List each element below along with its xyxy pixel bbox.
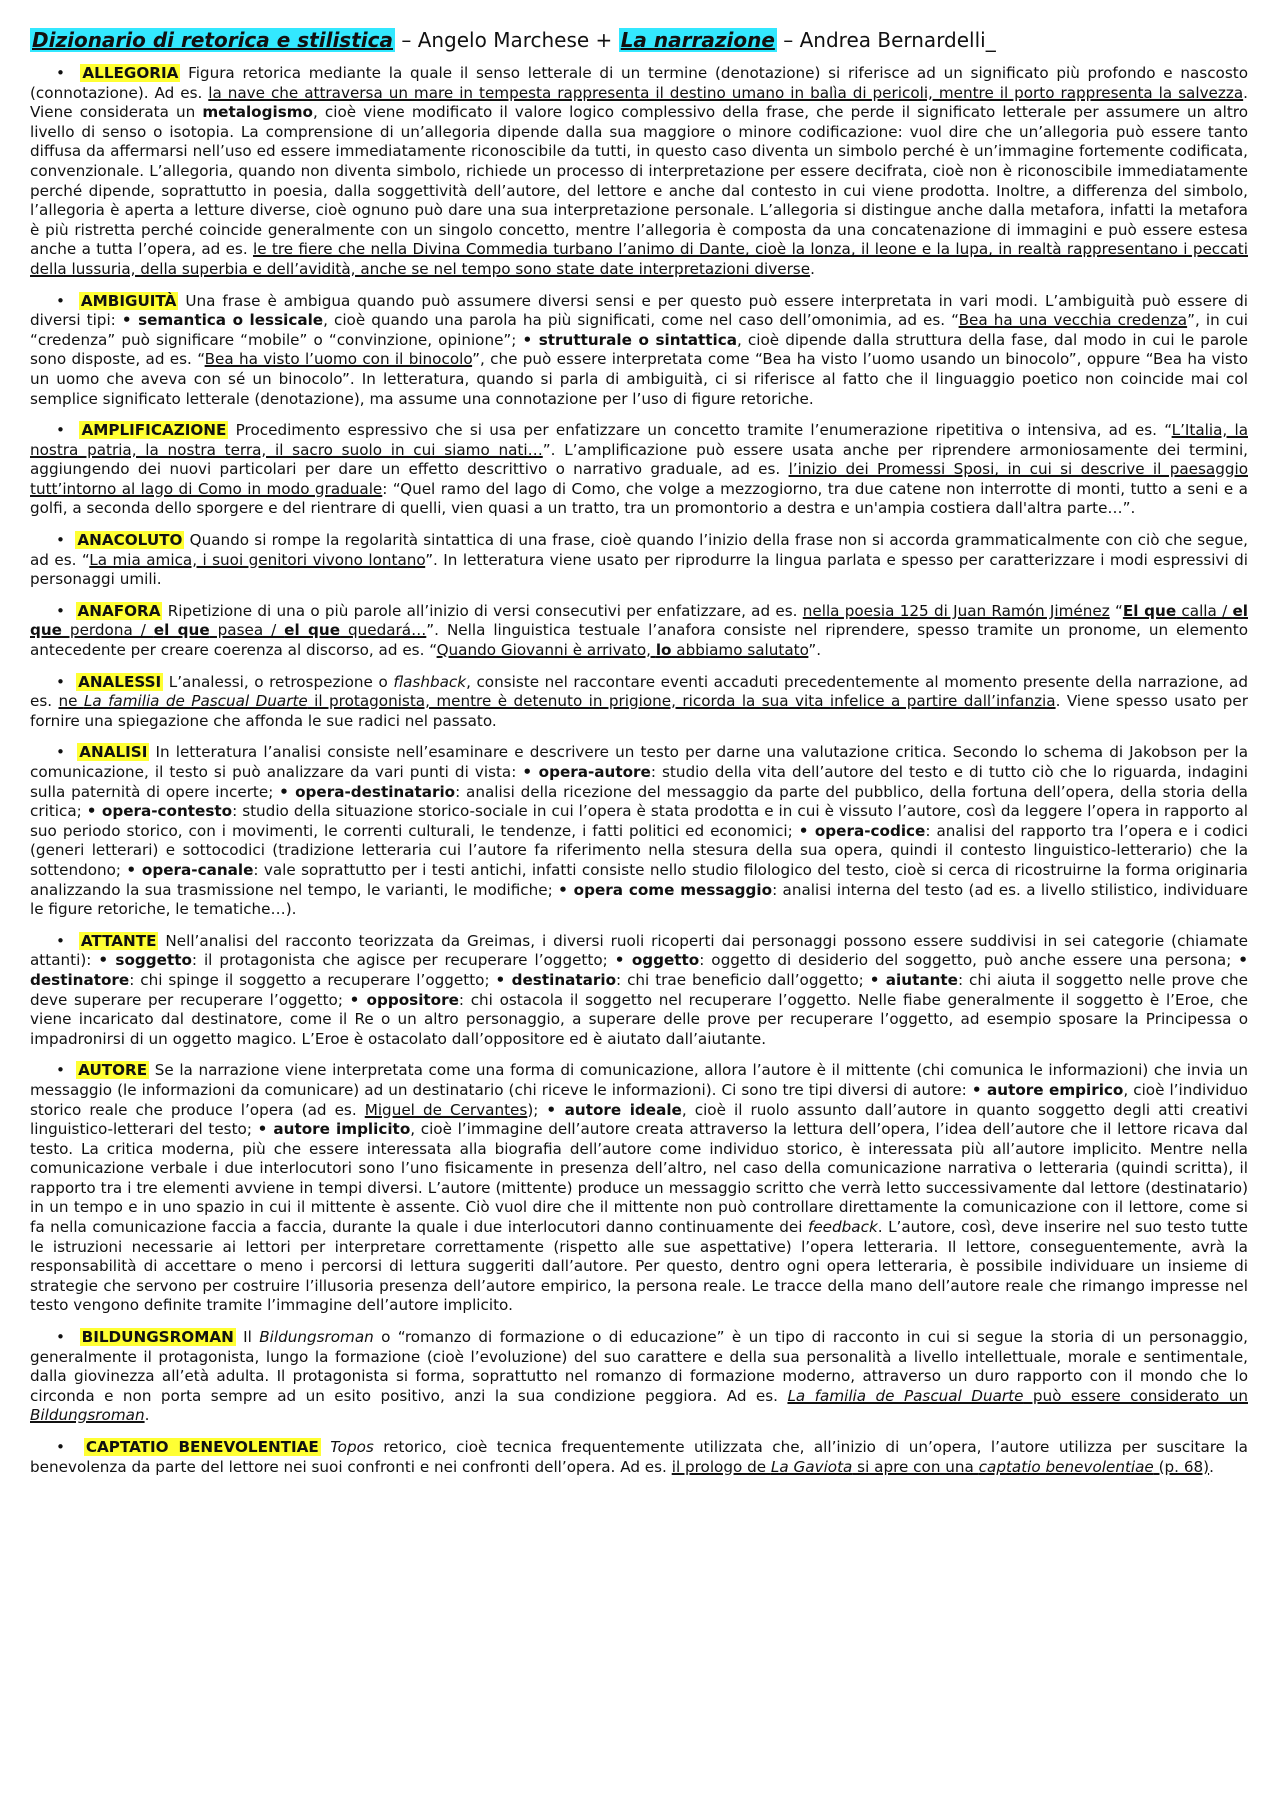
entry-text: : analisi del rapporto tra l’opera e i codici (generi letterari) e sottocodici (tradizione letteraria cui l’autore fa riferimento nella stesura della sua opera, quindi il contesto linguistico-letterario) che la sottendono; bbox=[30, 821, 1248, 879]
entry-text: In letteratura l’analisi consiste nell’esaminare e descrivere un testo per darne una valutazione critica. Secondo lo schema di Jakobson per la comunicazione, il testo si può analizzare da vari punti di vista: bbox=[30, 743, 1248, 781]
keyword: El que bbox=[1122, 601, 1177, 620]
term-analisi: ANALISI bbox=[79, 743, 148, 762]
entry-bildungsroman: • BILDUNGSROMAN Il Bildungsroman o “romanzo di formazione o di educazione” è un tipo di racconto in cui si segue la storia di un personaggio, generalmente il protagonista, lungo la formazione (cioè l’evoluzione) del suo carattere e della sua personalità a livello intellettuale, morale e sentimentale, dalla giovinezza all’età adulta. Il protagonista si forma, soprattutto nel romanzo di formazione moderno, attraverso un duro rapporto con il mondo che lo circonda e non porta sempre ad un esito positivo, anzi la sua condizione peggiora. Ad es. La familia de Pascual Duarte può essere considerato un Bildungsroman. bbox=[30, 1328, 1248, 1425]
keyword: • opera-contesto bbox=[86, 802, 233, 821]
keyword: • autore implicito bbox=[257, 1120, 411, 1139]
keyword: • autore empirico bbox=[971, 1080, 1124, 1099]
entry-text: : vale soprattutto per i testi antichi, infatti consiste nello studio filologico del testo, cioè si cerca di ricostruirne la forma originaria analizzando la sua trasmissione nel tempo, le varianti, le modifiche; bbox=[30, 860, 1248, 899]
example-text: il protagonista, mentre è detenuto in prigione, ricorda la sua vita infelice a partire dall’infanzia bbox=[307, 692, 1056, 711]
keyword: captatio benevolentiae bbox=[978, 1457, 1154, 1476]
keyword: metalogismo bbox=[202, 103, 313, 122]
entry-text: : il protagonista che agisce per recuperare l’oggetto; bbox=[191, 951, 615, 970]
example-text: l’inizio dei Promessi Sposi, in cui si descrive il paesaggio tutt’intorno al lago di Como in modo graduale bbox=[30, 460, 1248, 498]
example-text: ne bbox=[58, 692, 84, 711]
entry-amplificazione: • AMPLIFICAZIONE Procedimento espressivo che si usa per enfatizzare un concetto tramite l’enumerazione ripetitiva o intensiva, ad es. “L’Italia, la nostra patria, la nostra terra, il sacro suolo in cui siamo nati…”. L’amplificazione può essere usata anche per riprendere armoniosamente dei termini, aggiungendo dei nuovi particolari per dare un effetto descrittivo o narrativo graduale, ad es. l’inizio dei Promessi Sposi, in cui si descrive il paesaggio tutt’intorno al lago di Como in modo graduale: “Quel ramo del lago di Como, che volge a mezzogiorno, tra due catene non interrotte di monti, tutto a seni e a golfi, a seconda dello sporgere e del rientrare di quelli, vien quasi a un tratto, tra un promontorio a destra e un'ampia costiera dall'altra parte…”. bbox=[30, 421, 1248, 518]
entry-text: o “romanzo di formazione o di educazione” è un tipo di racconto in cui si segue la storia di un personaggio, generalmente il protagonista, lungo la formazione (cioè l’evoluzione) del suo carattere e della sua personalità a livello intellettuale, morale e sentimentale, dalla giovinezza all’età adulta. Il protagonista si forma, soprattutto nel romanzo di formazione moderno, attraverso un duro rapporto con il mondo che lo circonda e non porta sempre ad un esito positivo, anzi la sua condizione peggiora. Ad es. bbox=[30, 1328, 1248, 1405]
keyword: Bildungsroman bbox=[259, 1328, 374, 1347]
book1-title: Dizionario di retorica e stilistica bbox=[32, 28, 393, 52]
term-captatio-benevolentiae: CAPTATIO BENEVOLENTIAE bbox=[85, 1438, 319, 1456]
entry-text: : studio della vita dell’autore del testo e di tutto ciò che lo riguarda, indagini sulla paternità di opere incerte; bbox=[30, 763, 1248, 801]
entry-analisi: • ANALISI In letteratura l’analisi consiste nell’esaminare e descrivere un testo per darne una valutazione critica. Secondo lo schema di Jakobson per la comunicazione, il testo si può analizzare da vari punti di vista: • opera-autore: studio della vita dell’autore del testo e di tutto ciò che lo riguarda, indagini sulla paternità di opere incerte; • opera-destinatario: analisi della ricezione del messaggio da parte del pubblico, della fortuna dell’opera, della storia della critica; • opera-contesto: studio della situazione storico-sociale in cui l’opera è stata prodotta e in cui è vissuto l’autore, così da leggere l’opera in rapporto al suo periodo storico, con i movimenti, le correnti culturali, le tendenze, i fatti politici ed economici; • opera-codice: analisi del rapporto tra l’opera e i codici (generi letterari) e sottocodici (tradizione letteraria cui l’autore fa riferimento nella stesura della sua opera, quindi il contesto linguistico-letterario) che la sottendono; • opera-canale: vale soprattutto per i testi antichi, infatti consiste nello studio filologico del testo, cioè si cerca di ricostruirne la forma originaria analizzando la sua trasmissione nel tempo, le varianti, le modifiche; • opera come messaggio: analisi interna del testo (ad es. a livello stilistico, individuare le figure retoriche, le tematiche…). bbox=[30, 743, 1248, 919]
keyword: • destinatario bbox=[495, 970, 617, 989]
book2-title: La narrazione bbox=[620, 28, 775, 52]
book-title: La familia de Pascual Duarte bbox=[83, 692, 308, 711]
example-text: abbiamo salutato bbox=[671, 641, 809, 660]
entry-anacoluto: • ANACOLUTO Quando si rompe la regolarità sintattica di una frase, cioè quando l’inizio della frase non si accorda grammaticalmente con ciò che segue, ad es. “La mia amica, i suoi genitori vivono lontano”. In letteratura viene usato per riprodurre la lingua parlata e spesso per caratterizzare i modi espressivi di personaggi umili. bbox=[30, 531, 1248, 589]
entry-text: Figura retorica mediante la quale il senso letterale di un termine (denotazione) si riferisce ad un significato più profondo e nascosto (connotazione). Ad es. bbox=[30, 64, 1248, 102]
entry-text: : analisi della ricezione del messaggio da parte del pubblico, della fortuna dell’opera, della storia della critica; bbox=[30, 782, 1248, 821]
book1-author: – Angelo Marchese + bbox=[394, 28, 619, 52]
entry-text: Una frase è ambigua quando può assumere diversi sensi e per questo può essere interpretata in vari modi. L’ambiguità può essere di diversi tipi: bbox=[30, 291, 1248, 330]
entry-text: : analisi interna del testo (ad es. a livello stilistico, individuare le figure retoriche, le tematiche…). bbox=[30, 880, 1248, 919]
book-title: La Gaviota bbox=[770, 1457, 853, 1476]
keyword: el que bbox=[153, 621, 210, 640]
entry-text: : chi ostacola il soggetto nel recuperare l’oggetto. Nelle fiabe generalmente il soggetto è l’Eroe, che viene incaricato dal destinatore, come il Re o un altro personaggio, a superare delle prove per recuperare l’oggetto, ad esempio sposare la Principessa o impadronirsi di un oggetto magico. L’Eroe è ostacolato dall’oppositore ed è aiutato dall’aiutante. bbox=[30, 990, 1248, 1048]
entry-text: , cioè viene modificato il valore logico complessivo della frase, che perde il significato letterale per assumere un altro livello di senso o isotopia. La comprensione di un’allegoria dipende dalla sua maggiore o minore codificazione: vuol dire che un’allegoria può essere tanto diffusa da affermarsi nell’uso ed essere immediatamente riconoscibile da tutti, in questo caso diventa un simbolo perché è un’immagine fortemente codificata, convenzionale. L’allegoria, quando non diventa simbolo, richiede un processo di interpretazione per essere decifrata, cioè non è riconoscibile immediatamente perché dipende, soprattutto in poesia, dalla soggettività dell’autore, del lettore e anche dal contesto in cui viene prodotta. Inoltre, a differenza del simbolo, l’allegoria è aperta a letture diverse, cioè ognuno può dare una sua interpretazione personale. L’allegoria si distingue anche dalla metafora, infatti la metafora è più ristretta perché coincide generalmente con un singolo concetto, mentre l’allegoria è composta da una concatenazione di immagini e può essere estesa anche a tutta l’opera, ad es. bbox=[30, 103, 1248, 259]
entry-text: Il bbox=[235, 1328, 260, 1347]
keyword: el que bbox=[30, 601, 1248, 640]
entry-autore: • AUTORE Se la narrazione viene interpretata come una forma di comunicazione, allora l’autore è il mittente (chi comunica le informazioni) che invia un messaggio (le informazioni da comunicare) ad un destinatario (chi riceve le informazioni). Ci sono tre tipi diversi di autore: • autore empirico, cioè l’individuo storico reale che produce l’opera (ad es. Miguel de Cervantes); • autore ideale, cioè il ruolo assunto dall’autore in quanto soggetto degli atti creativi linguistico-letterari del testo; • autore implicito, cioè l’immagine dell’autore creata attraverso la lettura dell’opera, l’idea dell’autore che il lettore ricava dal testo. La critica moderna, più che essere interessata alla biografia dell’autore come individuo storico, è interessata più all’autore implicito. Mentre nella comunicazione verbale i due interlocutori sono l’uno fisicamente in presenza dell’altro, nel caso della comunicazione narrativa o letteraria (quindi scritta), il rapporto tra i tre elementi avviene in tempi diversi. L’autore (mittente) produce un messaggio scritto che verrà letto successivamente dal lettore (destinatario) in un tempo e in uno spazio in cui il mittente è assente. Ciò vuol dire che il mittente non può controllare direttamente la comunicazione con il lettore, come si fa nella comunicazione faccia a faccia, durante la quale i due interlocutori danno continuamente dei feedback. L’autore, così, deve inserire nel suo testo tutte le istruzioni necessarie ai lettori per interpretare correttamente (rispetto alle sue aspettative) l’opera letteraria. Il lettore, conseguentemente, avrà la responsabilità di accettare o meno i percorsi di lettura suggeriti dall’autore. Per questo, dentro ogni opera letteraria, è possibile individuare un insieme di strategie che servono per costruire l’illusoria presenza dell’autore empirico, la persona reale. Le tracce della mano dell’autore reale che rimango impresse nel testo vengono definite tramite l’immagine dell’autore implicito. bbox=[30, 1061, 1249, 1315]
book2-author: – Andrea Bernardelli_ bbox=[776, 28, 996, 52]
entry-text: . L’autore, così, deve inserire nel suo testo tutte le istruzioni necessarie ai lettori per interpretare correttamente (rispetto alle sue aspettative) l’opera letteraria. Il lettore, conseguentemente, avrà la responsabilità di accettare o meno i percorsi di lettura suggeriti dall’autore. Per questo, dentro ogni opera letteraria, è possibile individuare un insieme di strategie che servono per costruire l’illusoria presenza dell’autore empirico, la persona reale. Le tracce della mano dell’autore reale che rimango impresse nel testo vengono definite tramite l’immagine dell’autore implicito. bbox=[30, 1218, 1248, 1315]
example-text: perdona / bbox=[61, 621, 154, 640]
entry-text: ”. In letteratura viene usato per riprodurre la lingua parlata e spesso per caratterizzare i modi espressivi di personaggi umili. bbox=[30, 550, 1248, 589]
keyword: Bildungsroman bbox=[30, 1406, 145, 1425]
keyword: • opera-destinatario bbox=[279, 782, 456, 801]
example-text: L’Italia, la nostra patria, la nostra terra, il sacro suolo in cui siamo nati… bbox=[30, 421, 1248, 459]
entry-attante: • ATTANTE Nell’analisi del racconto teorizzata da Greimas, i diversi ruoli ricoperti dai personaggi possono essere suddivisi in sei categorie (chiamate attanti): • soggetto: il protagonista che agisce per recuperare l’oggetto; • oggetto: oggetto di desiderio del soggetto, può anche essere una persona; • destinatore: chi spinge il soggetto a recuperare l’oggetto; • destinatario: chi trae beneficio dall’oggetto; • aiutante: chi aiuta il soggetto nelle prove che deve superare per recuperare l’oggetto; • oppositore: chi ostacola il soggetto nel recuperare l’oggetto. Nelle fiabe generalmente il soggetto è l’Eroe, che viene incaricato dal destinatore, come il Re o un altro personaggio, a superare delle prove per recuperare l’oggetto, ad esempio sposare la Principessa o impadronirsi di un oggetto magico. L’Eroe è ostacolato dall’oppositore ed è aiutato dall’aiutante. bbox=[30, 931, 1248, 1048]
example-text: il prologo de bbox=[671, 1457, 771, 1476]
entry-text: ”, in cui “credenza” può significare “mobile” o “convinzione, opinione”; bbox=[30, 311, 1248, 349]
keyword: • opera-autore bbox=[522, 763, 651, 781]
term-attante: ATTANTE bbox=[80, 931, 157, 950]
entry-text: ”, che può essere interpretata come “Bea ha visto l’uomo usando un binocolo”, oppure “Bea ha visto un uomo che aveva con sé un binocolo”. In letteratura, quando si parla di ambiguità, ci si riferisce al fatto che il linguaggio poetico non coincide mai col semplice significato letterale (denotazione), ma assume una connotazione per l’uso di figure retoriche. bbox=[30, 350, 1249, 408]
example-text: quedará… bbox=[340, 621, 427, 640]
keyword: • aiutante bbox=[869, 970, 958, 989]
entry-text: : chi trae beneficio dall’oggetto; bbox=[616, 970, 870, 989]
entry-text: , cioè l’immagine dell’autore creata attraverso la lettura dell’opera, l’idea dell’autore che il lettore ricava dal testo. La critica moderna, più che essere interessata alla biografia dell’autore come individuo storico, è interessata più all’autore implicito. Mentre nella comunicazione verbale i due interlocutori sono l’uno fisicamente in presenza dell’altro, nel caso della comunicazione narrativa o letteraria (quindi scritta), il rapporto tra i tre elementi avviene in tempi diversi. L’autore (mittente) produce un messaggio scritto che verrà letto successivamente dal lettore (destinatario) in un tempo e in uno spazio in cui il mittente è assente. Ciò vuol dire che il mittente non può controllare direttamente la comunicazione con il lettore, come si fa nella comunicazione faccia a faccia, durante la quale i due interlocutori danno continuamente dei bbox=[30, 1120, 1249, 1237]
example-text: può essere considerato un bbox=[1023, 1386, 1248, 1405]
entry-text: . bbox=[1209, 1457, 1214, 1476]
term-anafora: ANAFORA bbox=[77, 601, 161, 620]
entry-text: Quando si rompe la regolarità sintattica di una frase, cioè quando l’inizio della frase non si accorda grammaticalmente con ciò che segue, ad es. “ bbox=[30, 531, 1248, 569]
example-text: Bea ha visto l’uomo con il binocolo bbox=[204, 350, 473, 369]
entry-text: retorico, cioè tecnica frequentemente utilizzata che, all’inizio di un’opera, l’autore utilizza per suscitare la benevolenza da parte del lettore nei suoi confronti e nei confronti dell’opera. Ad es. bbox=[30, 1438, 1248, 1476]
entry-text: , cioè il ruolo assunto dall’autore in quanto soggetto degli atti creativi linguistico-letterari del testo; bbox=[30, 1100, 1248, 1139]
example-text: si apre con una bbox=[852, 1457, 979, 1476]
entry-text: . bbox=[144, 1406, 150, 1425]
keyword: • opera-codice bbox=[798, 821, 926, 840]
entry-anafora: • ANAFORA Ripetizione di una o più parole all’inizio di versi consecutivi per enfatizzare, ad es. nella poesia 125 di Juan Ramón Jiménez “El que calla / el que perdona / el que pasea / el que quedará…”. Nella linguistica testuale l’anafora consiste nel riprendere, spesso tramite un pronome, un elemento antecedente per creare coerenza al discorso, ad es. “Quando Giovanni è arrivato, lo abbiamo salutato”. bbox=[30, 601, 1248, 660]
entry-text bbox=[321, 1438, 330, 1456]
entry-text: , cioè l’individuo storico reale che produce l’opera (ad es. bbox=[30, 1080, 1248, 1119]
example-text: la nave che attraversa un mare in tempesta rappresenta il destino umano in balìa di pericoli, mentre il porto rappresenta la salvezza bbox=[208, 83, 1244, 102]
keyword: • opera-canale bbox=[126, 860, 254, 879]
keyword: • oggetto bbox=[614, 951, 700, 970]
keyword: flashback bbox=[393, 672, 467, 691]
term-amplificazione: AMPLIFICAZIONE bbox=[81, 421, 227, 440]
entry-text: . Viene spesso usato per fornire una spiegazione che affonda le sue radici nel passato. bbox=[30, 692, 1248, 730]
term-allegoria: ALLEGORIA bbox=[82, 64, 179, 82]
keyword: • semantica o lessicale bbox=[121, 311, 324, 330]
entry-captatio-benevolentiae: • CAPTATIO BENEVOLENTIAE Topos retorico, cioè tecnica frequentemente utilizzata che, all’inizio di un’opera, l’autore utilizza per suscitare la benevolenza da parte del lettore nei suoi confronti e nei confronti dell’opera. Ad es. il prologo de La Gaviota si apre con una captatio benevolentiae (p. 68). bbox=[30, 1438, 1248, 1476]
entry-text: ”. Nella linguistica testuale l’anafora consiste nel riprendere, spesso tramite un pronome, un elemento antecedente per creare coerenza al discorso, ad es. “ bbox=[30, 621, 1248, 660]
term-autore: AUTORE bbox=[78, 1061, 148, 1080]
term-analessi: ANALESSI bbox=[78, 672, 162, 691]
entry-text: : “Quel ramo del lago di Como, che volge a mezzogiorno, tra due catene non interrotte di monti, tutto a seni e a golfi, a seconda dello sporgere e del rientrare di quelli, vien quasi a un tratto, tra un promontorio a destra e un'ampia costiera dall'altra parte…”. bbox=[30, 479, 1248, 518]
book-title: La familia de Pascual Duarte bbox=[787, 1386, 1024, 1405]
entry-text: L’analessi, o retrospezione o bbox=[163, 672, 394, 691]
entry-text: , consiste nel raccontare eventi accaduti precedentemente al momento presente della narrazione, ad es. bbox=[30, 672, 1248, 711]
term-bildungsroman: BILDUNGSROMAN bbox=[81, 1328, 234, 1347]
entry-text: : oggetto di desiderio del soggetto, può anche essere una persona; bbox=[699, 951, 1239, 970]
example-text: Bea ha una vecchia credenza bbox=[958, 311, 1188, 330]
keyword: • autore ideale bbox=[546, 1100, 682, 1119]
entry-text: : studio della situazione storico-sociale in cui l’opera è stata prodotta e in cui è vissuto l’autore, così da leggere l’opera in rapporto al suo periodo storico, con i movimenti, le correnti culturali, le tendenze, i fatti politici ed economici; bbox=[30, 802, 1248, 840]
example-text: pasea / bbox=[209, 621, 285, 640]
entry-text: “ bbox=[1109, 601, 1123, 620]
entry-text: , cioè quando una parola ha più significati, come nel caso dell’omonimia, ad es. “ bbox=[323, 311, 959, 330]
entry-text: . bbox=[810, 259, 815, 278]
entry-text: Ripetizione di una o più parole all’inizio di versi consecutivi per enfatizzare, ad es. bbox=[162, 601, 803, 620]
keyword: Topos bbox=[330, 1438, 374, 1456]
term-anacoluto: ANACOLUTO bbox=[77, 531, 183, 550]
entry-analessi: • ANALESSI L’analessi, o retrospezione o flashback, consiste nel raccontare eventi accaduti precedentemente al momento presente della narrazione, ad es. ne La familia de Pascual Duarte il protagonista, mentre è detenuto in prigione, ricorda la sua vita infelice a partire dall’infanzia. Viene spesso usato per fornire una spiegazione che affonda le sue radici nel passato. bbox=[30, 672, 1248, 730]
entry-text: Se la narrazione viene interpretata come una forma di comunicazione, allora l’autore è il mittente (chi comunica le informazioni) che invia un messaggio (le informazioni da comunicare) ad un destinatario (chi riceve le informazioni). Ci sono tre tipi diversi di autore: bbox=[30, 1061, 1248, 1099]
document-header bbox=[30, 26, 1248, 54]
entry-text: , cioè dipende dalla struttura della fase, dal modo in cui le parole sono disposte, ad es. “ bbox=[30, 330, 1248, 369]
example-text: calla / bbox=[1176, 601, 1233, 620]
example-text: nella poesia 125 di Juan Ramón Jiménez bbox=[802, 601, 1110, 620]
keyword: • strutturale o sintattica bbox=[522, 330, 737, 349]
keyword: • destinatore bbox=[30, 951, 1248, 989]
entry-text: ”. L’amplificazione può essere usata anche per riprendere armoniosamente dei termini, aggiungendo dei nuovi particolari per dare un effetto descrittivo o narrativo graduale, ad es. bbox=[30, 440, 1248, 479]
entry-ambiguita: • AMBIGUITÀ Una frase è ambigua quando può assumere diversi sensi e per questo può essere interpretata in vari modi. L’ambiguità può essere di diversi tipi: • semantica o lessicale, cioè quando una parola ha più significati, come nel caso dell’omonimia, ad es. “Bea ha una vecchia credenza”, in cui “credenza” può significare “mobile” o “convinzione, opinione”; • strutturale o sintattica, cioè dipende dalla struttura della fase, dal modo in cui le parole sono disposte, ad es. “Bea ha visto l’uomo con il binocolo”, che può essere interpretata come “Bea ha visto l’uomo usando un binocolo”, oppure “Bea ha visto un uomo che aveva con sé un binocolo”. In letteratura, quando si parla di ambiguità, ci si riferisce al fatto che il linguaggio poetico non coincide mai col semplice significato letterale (denotazione), ma assume una connotazione per l’uso di figure retoriche. bbox=[30, 291, 1249, 408]
entry-allegoria: • ALLEGORIA Figura retorica mediante la quale il senso letterale di un termine (denotazione) si riferisce ad un significato più profondo e nascosto (connotazione). Ad es. la nave che attraversa un mare in tempesta rappresenta il destino umano in balìa di pericoli, mentre il porto rappresenta la salvezza. Viene considerata un metalogismo, cioè viene modificato il valore logico complessivo della frase, che perde il significato letterale per assumere un altro livello di senso o isotopia. La comprensione di un’allegoria dipende dalla sua maggiore o minore codificazione: vuol dire che un’allegoria può essere tanto diffusa da affermarsi nell’uso ed essere immediatamente riconoscibile da tutti, in questo caso diventa un simbolo perché è un’immagine fortemente codificata, convenzionale. L’allegoria, quando non diventa simbolo, richiede un processo di interpretazione per essere decifrata, cioè non è riconoscibile immediatamente perché dipende, soprattutto in poesia, dalla soggettività dell’autore, del lettore e anche dal contesto in cui viene prodotta. Inoltre, a differenza del simbolo, l’allegoria è aperta a letture diverse, cioè ognuno può dare una sua interpretazione personale. L’allegoria si distingue anche dalla metafora, infatti la metafora è più ristretta perché coincide generalmente con un singolo concetto, mentre l’allegoria è composta da una concatenazione di immagini e può essere estesa anche a tutta l’opera, ad es. le tre fiere che nella Divina Commedia turbano l’animo di Dante, cioè la lonza, il leone e la lupa, in realtà rappresentano i peccati della lussuria, della superbia e dell’avidità, anche se nel tempo sono state date interpretazioni diverse. bbox=[30, 64, 1248, 278]
keyword: feedback bbox=[807, 1218, 878, 1237]
example-text: (p. 68) bbox=[1153, 1457, 1210, 1476]
example-text: le tre fiere che nella Divina Commedia turbano l’animo di Dante, cioè la lonza, il leone e la lupa, in realtà rappresentano i peccati della lussuria, della superbia e dell’avidità, anche se nel tempo sono state date interpretazioni diverse bbox=[30, 240, 1248, 278]
keyword: el que bbox=[284, 621, 341, 640]
term-ambiguita: AMBIGUITÀ bbox=[80, 291, 177, 310]
example-text: Miguel de Cervantes bbox=[364, 1100, 528, 1119]
example-text: La mia amica, i suoi genitori vivono lontano bbox=[89, 550, 426, 569]
entry-text: : chi aiuta il soggetto nelle prove che deve superare per recuperare l’oggetto; bbox=[30, 970, 1248, 1009]
entry-text: ”. bbox=[808, 641, 822, 660]
entry-text: Nell’analisi del racconto teorizzata da Greimas, i diversi ruoli ricoperti dai personaggi possono essere suddivisi in sei categorie (chiamate attanti): bbox=[30, 931, 1248, 970]
keyword: lo bbox=[655, 641, 672, 660]
example-text: Quando Giovanni è arrivato, bbox=[436, 641, 656, 660]
keyword: • oppositore bbox=[349, 990, 459, 1009]
keyword: • opera come messaggio bbox=[558, 880, 773, 899]
entry-text: ); bbox=[527, 1100, 547, 1119]
entry-text: Procedimento espressivo che si usa per enfatizzare un concetto tramite l’enumerazione ripetitiva o intensiva, ad es. “ bbox=[228, 421, 1172, 440]
entry-text: . Viene considerata un bbox=[30, 83, 1248, 122]
entry-text: : chi spinge il soggetto a recuperare l’oggetto; bbox=[129, 970, 496, 989]
keyword: • soggetto bbox=[98, 951, 192, 970]
